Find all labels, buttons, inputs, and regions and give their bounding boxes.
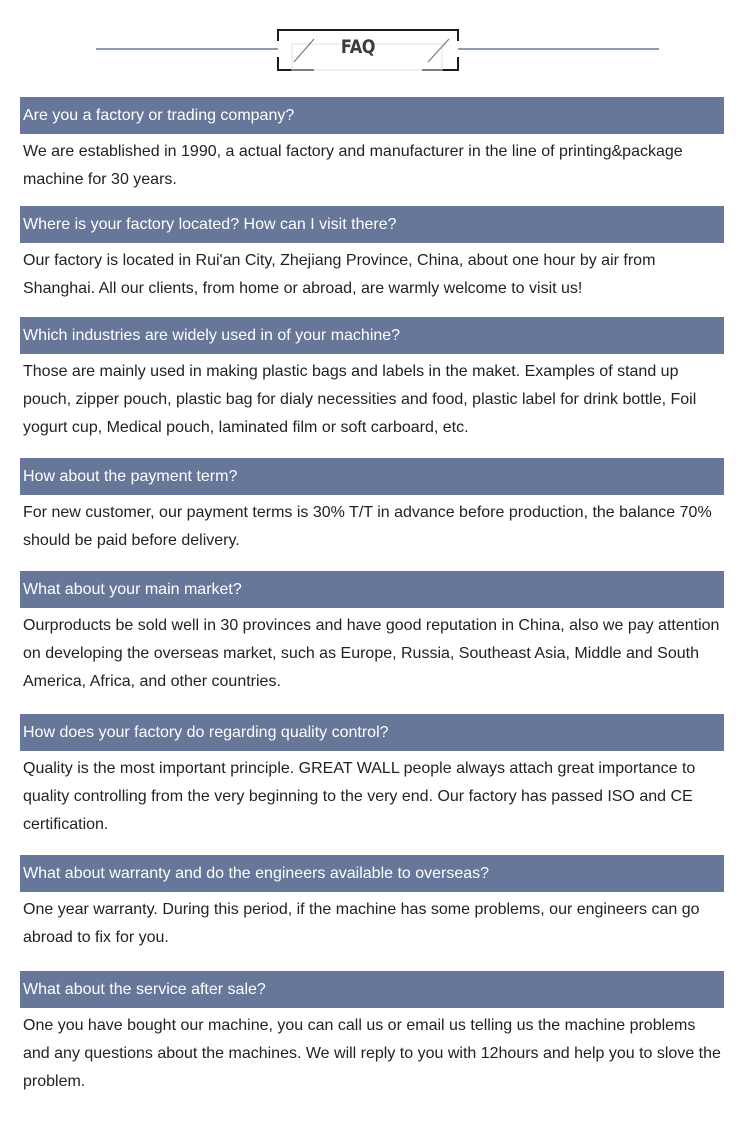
header-slash-left — [294, 39, 314, 62]
faq-question-bar — [20, 855, 724, 892]
faq-question-bar — [20, 317, 724, 354]
faq-item — [20, 206, 724, 303]
faq-question-bar — [20, 971, 724, 1008]
faq-question: How about the payment term? — [23, 467, 238, 485]
faq-answer: Ourproducts be sold well in 30 provinces and have good reputation in China, also we pay attention on developing the overseas market, such as Europe, Russia, Southeast Asia, Middle and South America, Africa, and other countries. — [23, 617, 720, 690]
faq-question-bar — [20, 97, 724, 134]
faq-item — [20, 571, 724, 696]
faq-question: Which industries are widely used in of your machine? — [23, 326, 401, 344]
faq-question-bar — [20, 714, 724, 751]
faq-question: Are you a factory or trading company? — [23, 106, 295, 124]
faq-answer: Quality is the most important principle. GREAT WALL people always attach great importance to quality controlling from the very beginning to the very end. Our factory has passed ISO and CE certification. — [23, 760, 696, 833]
faq-answer: We are established in 1990, a actual factory and manufacturer in the line of printing&package machine for 30 years. — [23, 143, 683, 188]
faq-item — [20, 458, 724, 555]
faq-item — [20, 971, 724, 1096]
faq-question: Where is your factory located? How can I visit there? — [23, 215, 397, 233]
faq-answer: One you have bought our machine, you can call us or email us telling us the machine problems and any questions about the machines. We will reply to you with 12hours and help you to slove the problem. — [23, 1017, 721, 1090]
faq-title: FAQ — [340, 36, 376, 58]
faq-item — [20, 97, 724, 194]
faq-question: What about the service after sale? — [23, 980, 266, 998]
faq-question-bar — [20, 206, 724, 243]
faq-header — [0, 0, 750, 80]
faq-question-bar — [20, 458, 724, 495]
faq-answer: Those are mainly used in making plastic bags and labels in the maket. Examples of stand up pouch, zipper pouch, plastic bag for dialy necessities and food, plastic label for drink bottle, Foil yogurt cup, Medical pouch, laminated film or soft carboard, etc. — [23, 363, 697, 436]
faq-item — [20, 317, 724, 442]
faq-item — [20, 714, 724, 839]
faq-answer: For new customer, our payment terms is 30% T/T in advance before production, the balance 70% should be paid before delivery. — [23, 504, 712, 549]
faq-question: What about warranty and do the engineers available to overseas? — [23, 864, 490, 882]
faq-question: What about your main market? — [23, 580, 242, 598]
faq-question: How does your factory do regarding quality control? — [23, 723, 389, 741]
faq-answer: One year warranty. During this period, if the machine has some problems, our engineers can go abroad to fix for you. — [23, 901, 700, 946]
faq-question-bar — [20, 571, 724, 608]
header-slash-right — [428, 39, 449, 62]
faq-answer: Our factory is located in Rui'an City, Zhejiang Province, China, about one hour by air from Shanghai. All our clients, from home or abroad, are warmly welcome to visit us! — [23, 252, 656, 297]
faq-item — [20, 855, 724, 952]
header-frame-bottom-right — [422, 57, 458, 70]
